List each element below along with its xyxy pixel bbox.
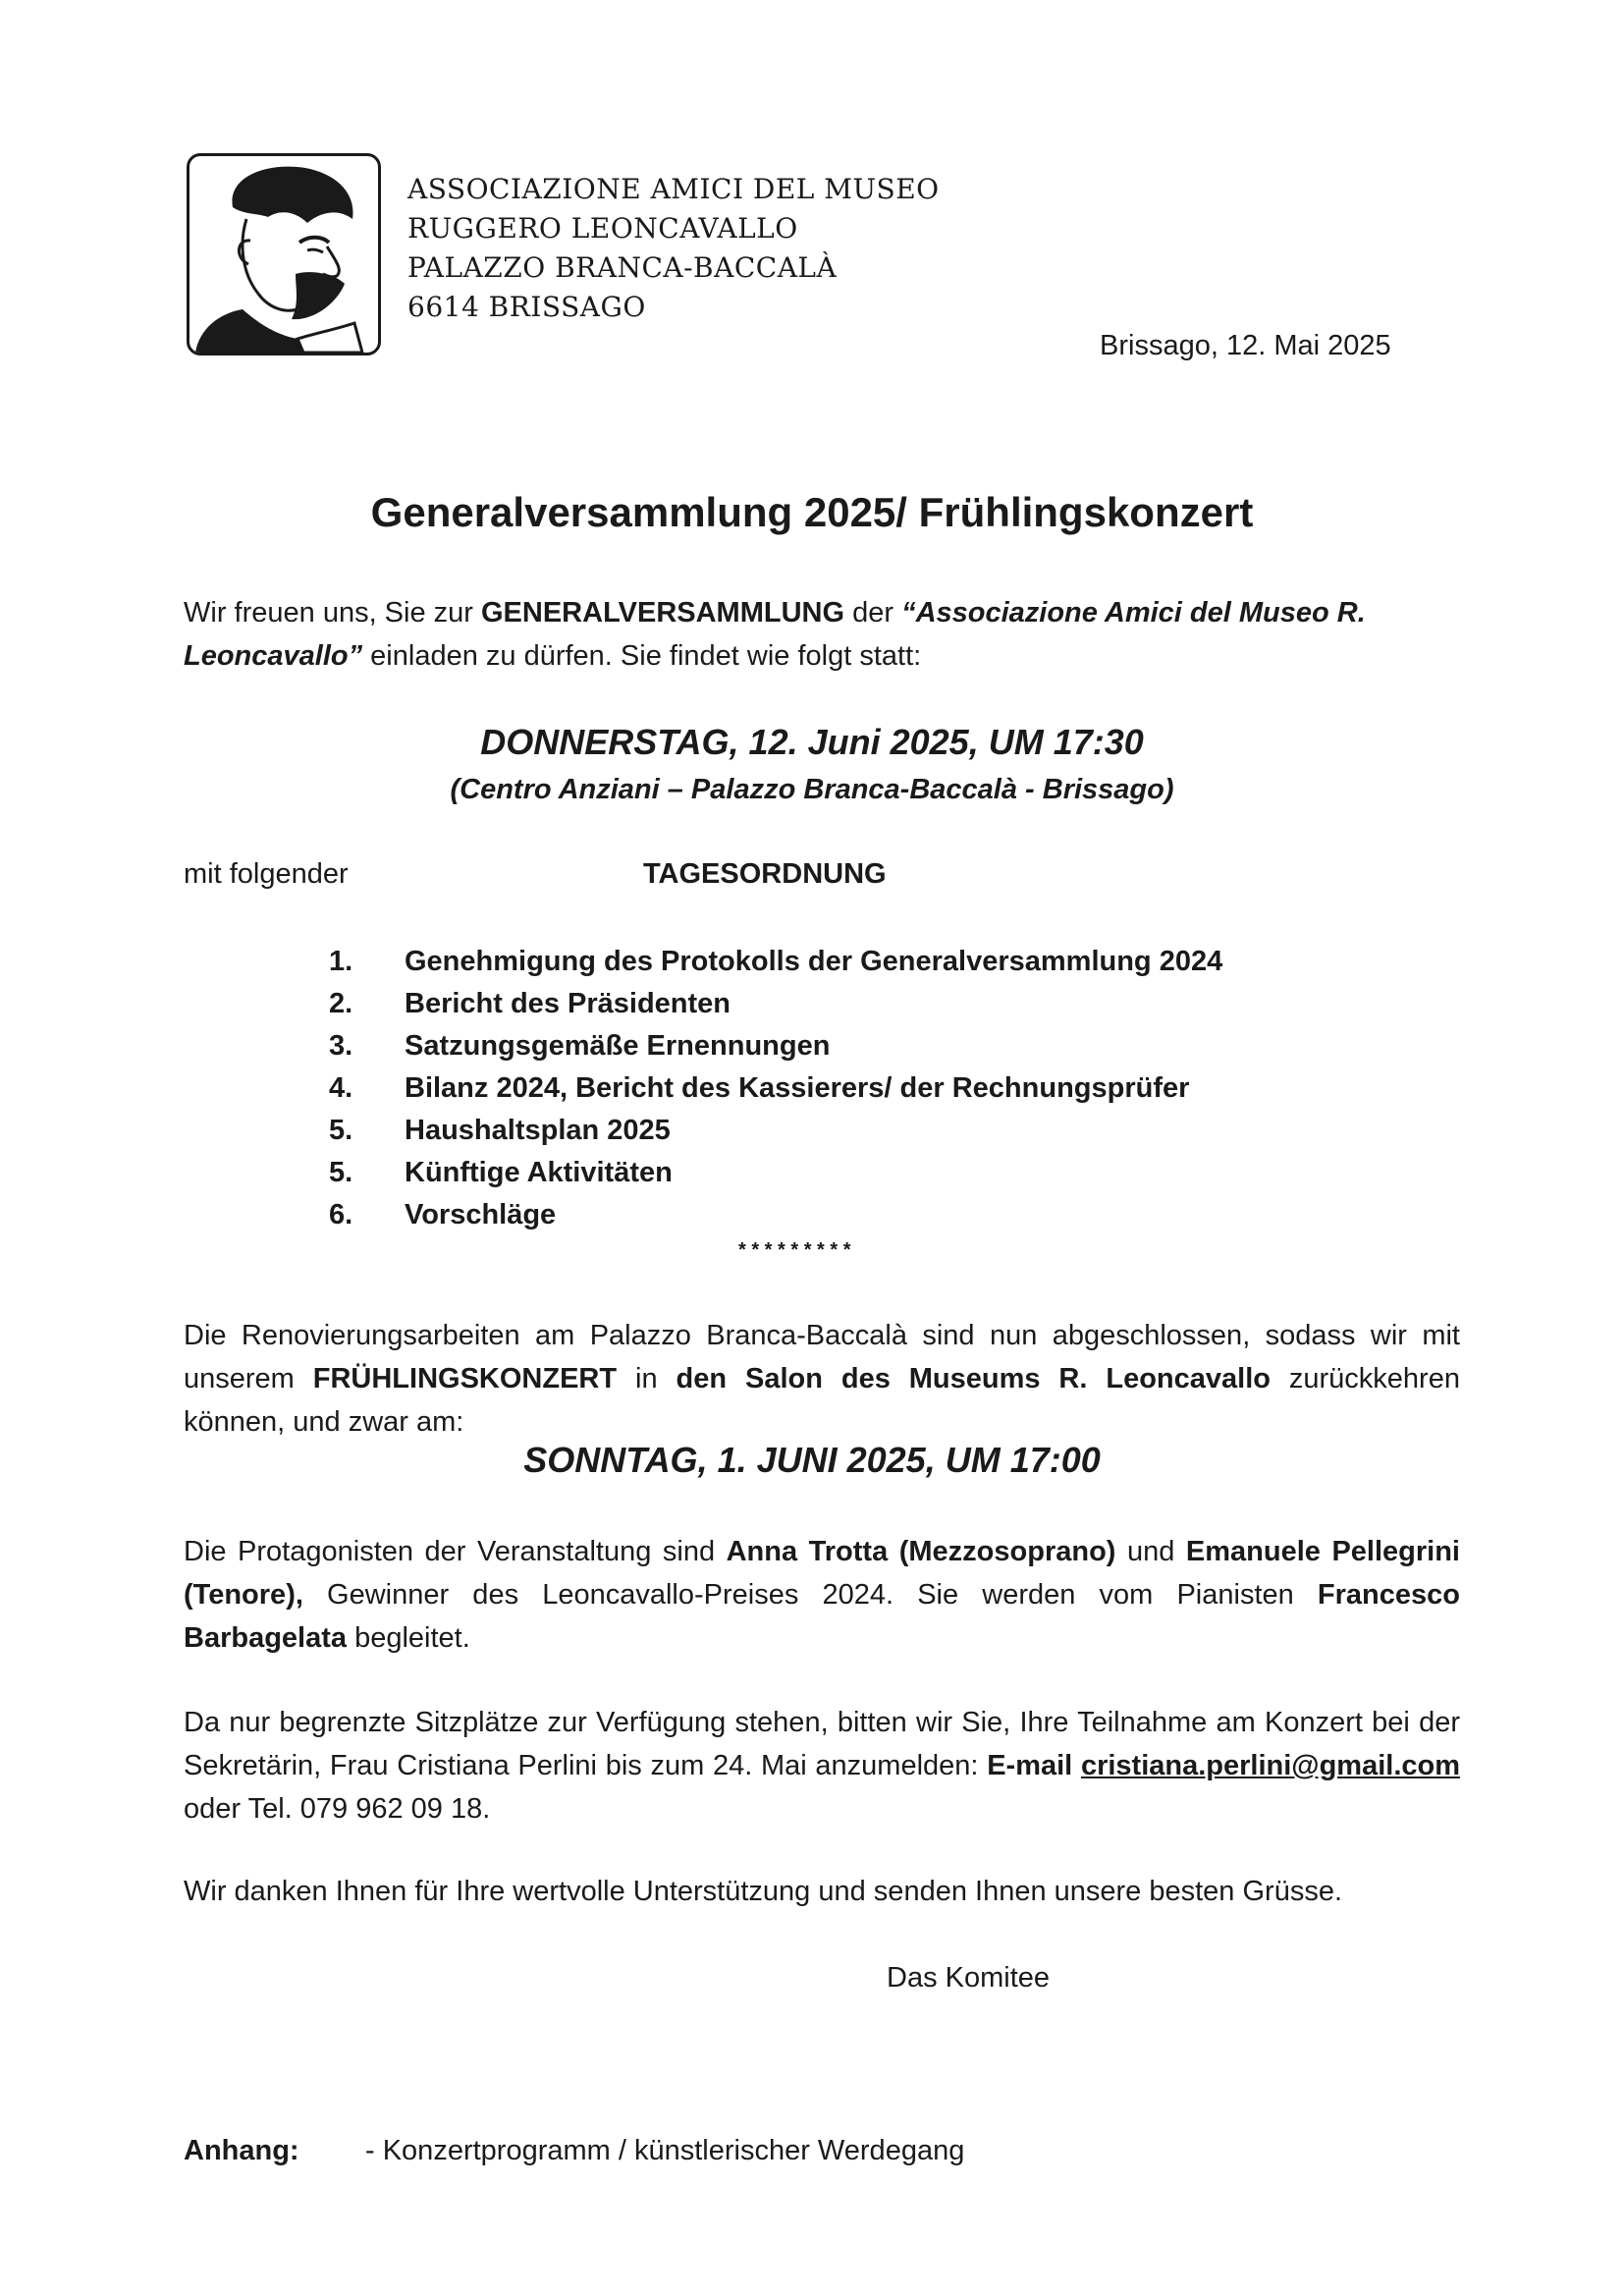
text: der: [844, 597, 902, 629]
agenda-text: Bilanz 2024, Bericht des Kassierers/ der Rechnungsprüfer: [405, 1072, 1190, 1104]
agenda-number: 6.: [329, 1199, 353, 1230]
agenda-number: 1.: [329, 946, 353, 977]
attachment-label: Anhang:: [184, 2135, 299, 2166]
letter-date: Brissago, 12. Mai 2025: [1100, 330, 1391, 361]
text: Die Renovierungsarbeiten am Palazzo Branca-Baccalà sind nun abgeschlossen, sodass wir mit unserem: [184, 1320, 1460, 1394]
bold-text: FRÜHLINGSKONZERT: [312, 1363, 618, 1394]
email-link[interactable]: cristiana.perlini@gmail.com: [1080, 1750, 1461, 1781]
agenda-text: Haushaltsplan 2025: [405, 1115, 671, 1146]
text: einladen zu dürfen. Sie findet wie folgt statt:: [362, 640, 922, 672]
text: und: [1115, 1536, 1186, 1567]
agenda-item: [329, 941, 1222, 983]
text: Da nur begrenzte Sitzplätze zur Verfügung stehen, bitten wir Sie, Ihre Teilnahme am Konzert bei der Sekretärin, Frau Cristiana Perlini bis zum 24. Mai anzumelden:: [184, 1707, 1460, 1781]
concert-paragraph: [184, 1314, 1460, 1444]
agenda-text: Bericht des Präsidenten: [405, 988, 731, 1019]
text: zurückkehren können, und zwar am:: [184, 1363, 1460, 1438]
agenda-item: [329, 1194, 1222, 1236]
agenda-item: [329, 1110, 1222, 1152]
section-separator: * * * * * * * * *: [738, 1239, 851, 1261]
letterhead-line: PALAZZO BRANCA-BACCALÀ: [407, 251, 838, 284]
performers-paragraph: [184, 1530, 1460, 1660]
association-logo: [187, 153, 381, 355]
agenda-number: 2.: [329, 988, 353, 1019]
text: Die Protagonisten der Veranstaltung sind: [184, 1536, 727, 1567]
agenda-intro: mit folgender: [184, 858, 349, 890]
agenda-item: [329, 1067, 1222, 1110]
document-title: Generalversammlung 2025/ Frühlingskonzert: [370, 489, 1254, 535]
signature: Das Komitee: [887, 1962, 1051, 1994]
agenda-number: 5.: [329, 1157, 353, 1188]
bold-text: GENERALVERSAMMLUNG: [481, 597, 845, 629]
leoncavallo-portrait-icon: [189, 156, 378, 353]
letterhead-line: 6614 BRISSAGO: [407, 291, 646, 323]
agenda-number: 5.: [329, 1115, 353, 1146]
attachment-text: - Konzertprogramm / künstlerischer Werdegang: [365, 2135, 965, 2166]
text: Gewinner des Leoncavallo-Preises 2024. Sie werden vom Pianisten: [302, 1579, 1318, 1611]
performer-name: Emanuele Pellegrini (Tenore),: [184, 1536, 1460, 1611]
registration-paragraph: [184, 1701, 1460, 1831]
concert-datetime: SONNTAG, 1. JUNI 2025, UM 17:00: [523, 1440, 1101, 1480]
agenda-item: [329, 1152, 1222, 1194]
assembly-location: (Centro Anziani – Palazzo Branca-Baccalà - Brissago): [450, 774, 1174, 805]
bold-text: den Salon des Museums R. Leoncavallo: [676, 1363, 1271, 1394]
invitation-paragraph: [184, 591, 1460, 678]
text: begleitet.: [347, 1622, 470, 1654]
agenda-list: [329, 941, 1222, 1236]
agenda-number: 4.: [329, 1072, 353, 1104]
thanks-paragraph: Wir danken Ihnen für Ihre wertvolle Unterstützung und senden Ihnen unsere besten Grüsse.: [184, 1876, 1343, 1907]
association-name: “Associazione Amici del Museo R. Leoncavallo”: [184, 597, 1366, 672]
text: in: [617, 1363, 677, 1394]
letterhead-line: RUGGERO LEONCAVALLO: [407, 212, 798, 245]
pianist-name: Francesco Barbagelata: [184, 1579, 1460, 1654]
letterhead-address: [407, 170, 940, 327]
performer-name: Anna Trotta (Mezzosoprano): [726, 1536, 1116, 1567]
agenda-text: Vorschläge: [405, 1199, 557, 1230]
assembly-datetime: DONNERSTAG, 12. Juni 2025, UM 17:30: [480, 722, 1144, 762]
agenda-number: 3.: [329, 1030, 353, 1062]
phone-text: oder Tel. 079 962 09 18.: [184, 1793, 491, 1825]
agenda-text: Genehmigung des Protokolls der Generalversammlung 2024: [405, 946, 1223, 977]
text: Wir freuen uns, Sie zur: [184, 597, 481, 629]
letterhead-line: ASSOCIAZIONE AMICI DEL MUSEO: [407, 173, 940, 205]
agenda-text: Satzungsgemäße Ernennungen: [405, 1030, 831, 1062]
agenda-item: [329, 1025, 1222, 1067]
agenda-heading: TAGESORDNUNG: [643, 858, 887, 890]
agenda-text: Künftige Aktivitäten: [405, 1157, 673, 1188]
email-label: E-mail: [987, 1750, 1073, 1781]
agenda-item: [329, 983, 1222, 1025]
